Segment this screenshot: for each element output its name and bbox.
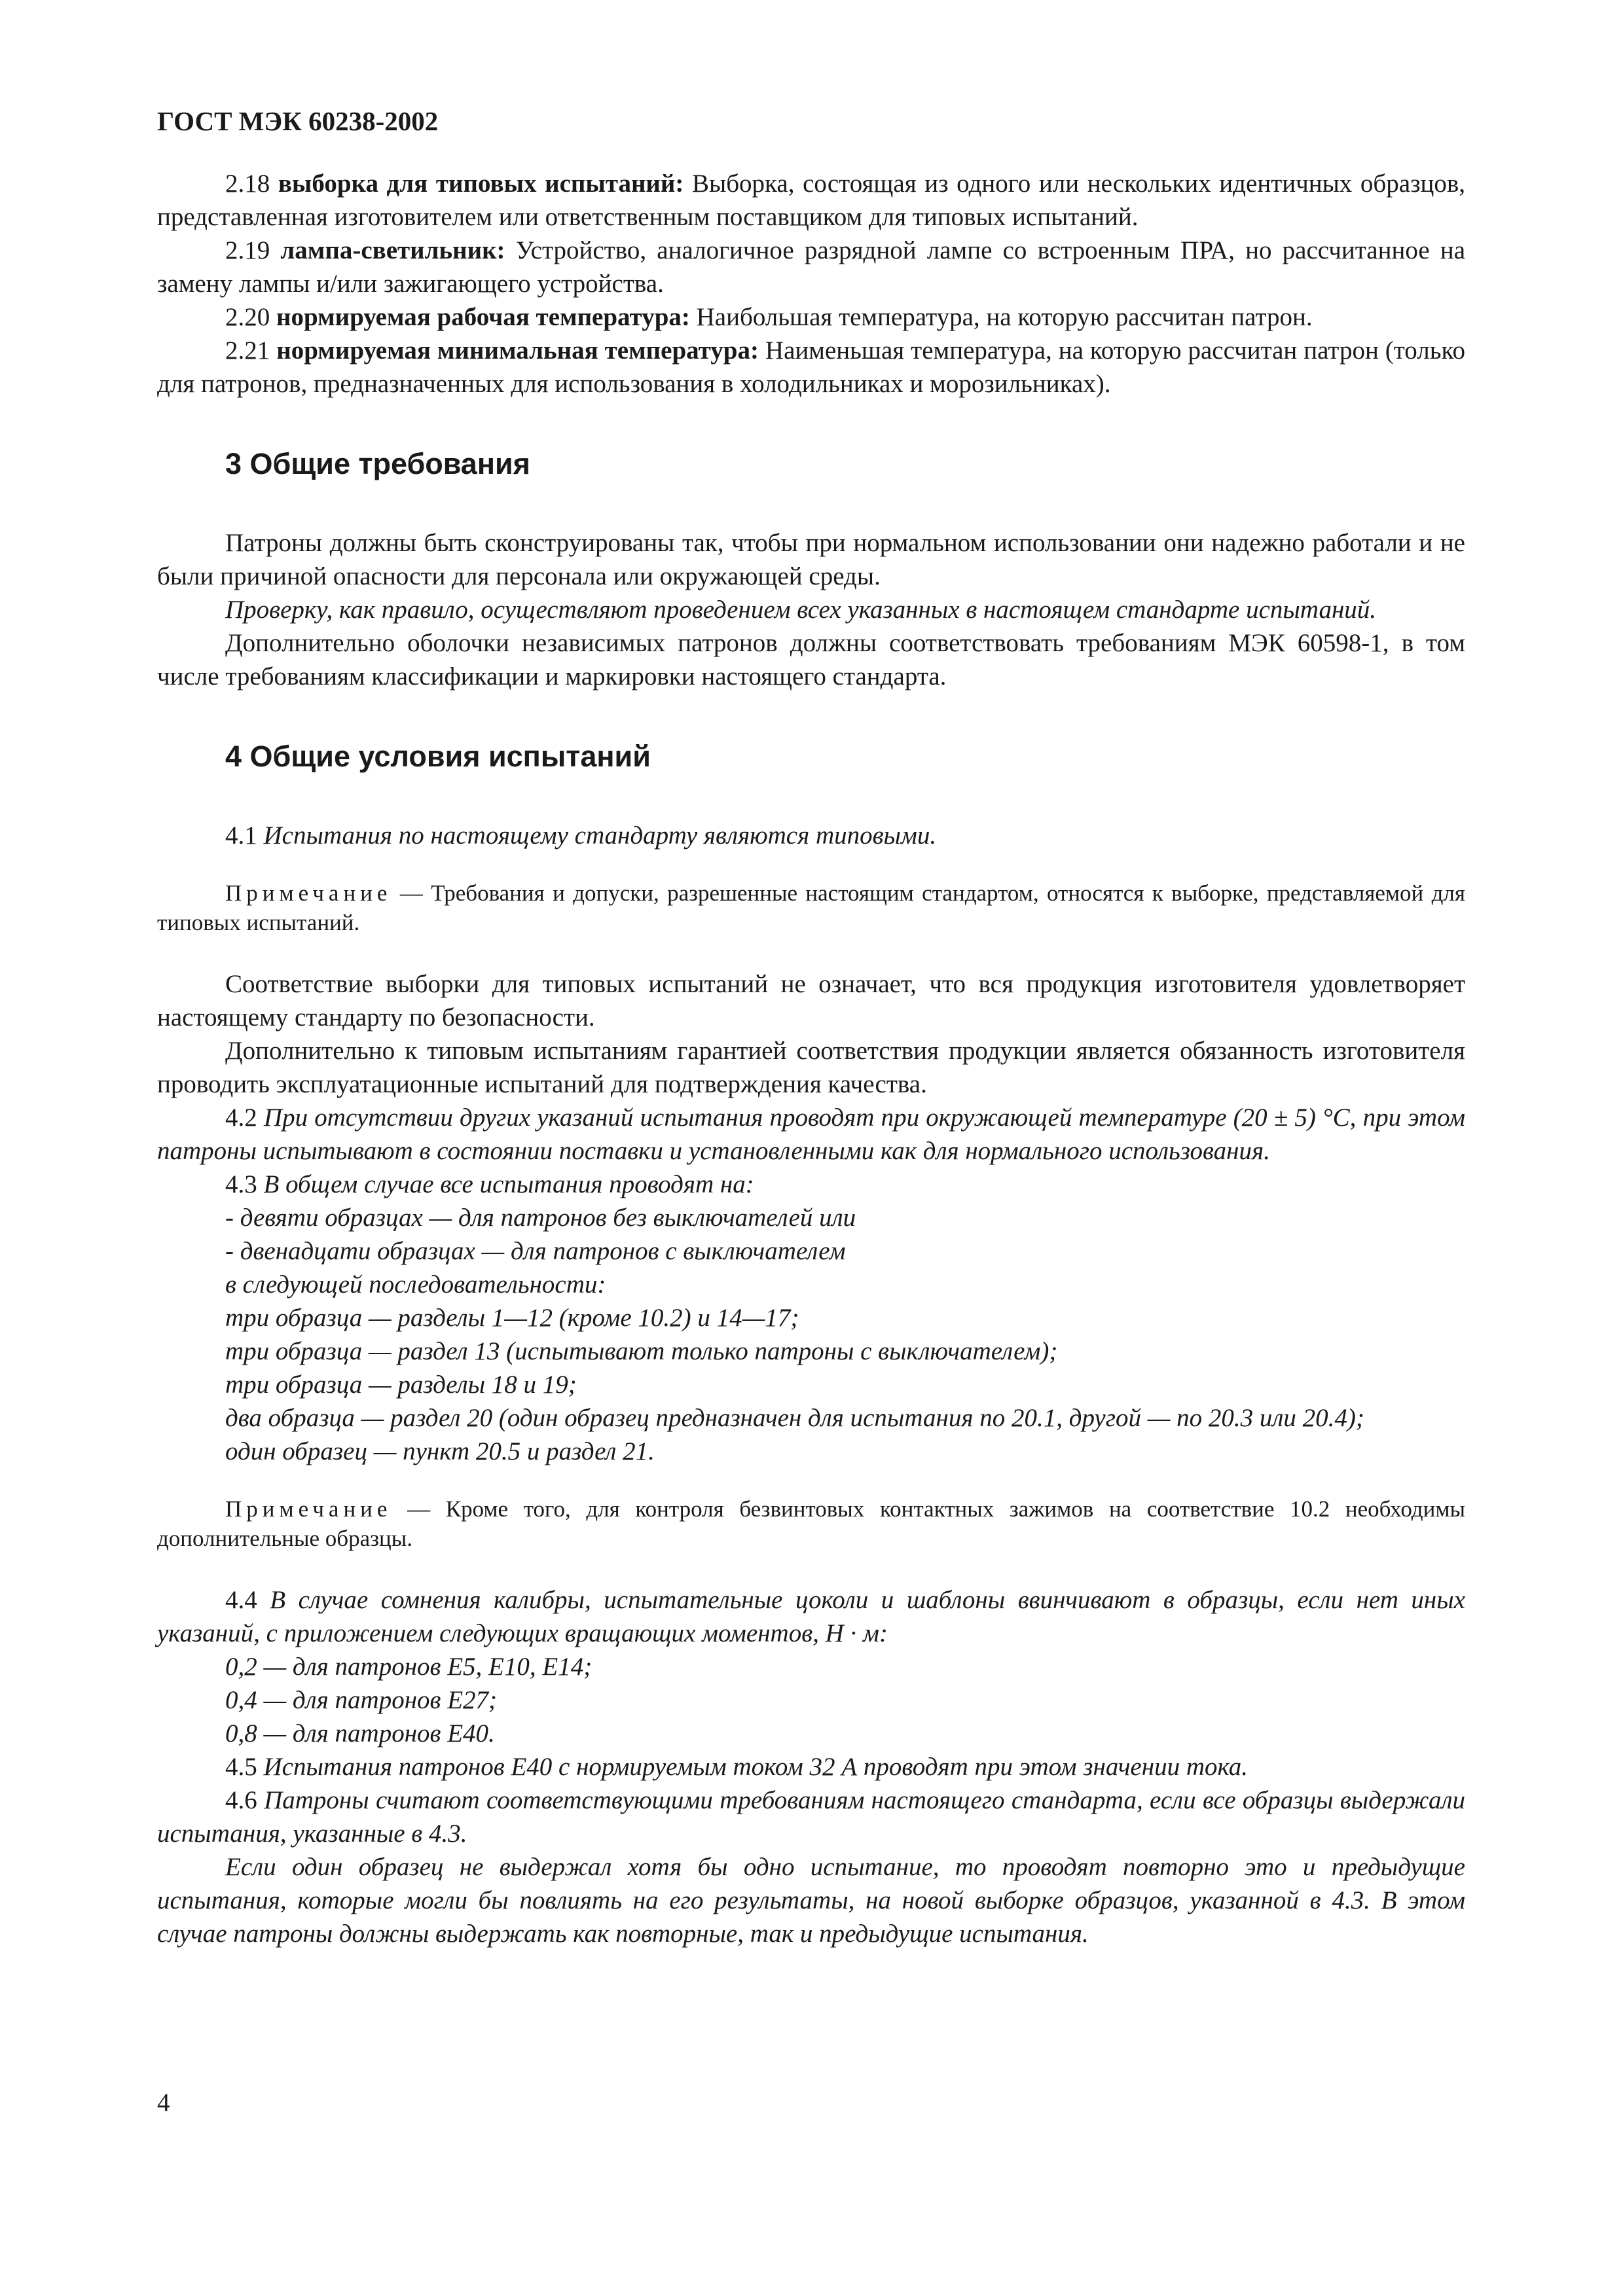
clause-4-1: 4.1 Испытания по настоящему стандарту являются типовыми. — [225, 821, 937, 850]
note-label: Примечание — [225, 1496, 392, 1522]
clause-4-2: 4.2 При отсутствии других указаний испытания проводят при окружающей температуре (20 ± 5) °С, при этом патроны испытывают в состоянии поставки и установленными как для нормального использования. — [157, 1103, 1466, 1165]
paragraph: Соответствие выборки для типовых испытаний не означает, что вся продукция изготовителя удовлетворяет настоящему стандарту по безопасности. — [157, 970, 1465, 1031]
note-label: Примечание — [225, 880, 392, 906]
torque-list — [157, 1650, 1465, 1750]
clause-4-3: 4.3 В общем случае все испытания проводят на: — [225, 1170, 754, 1198]
definition-2-20: 2.20 нормируемая рабочая температура: Наибольшая температура, на которую рассчитан патрон. — [225, 303, 1313, 331]
list-item: три образца — разделы 1—12 (кроме 10.2) и 14—17; — [225, 1304, 799, 1332]
list-item: три образца — разделы 18 и 19; — [225, 1371, 577, 1399]
section-3-check: Проверку, как правило, осуществляют проведением всех указанных в настоящем стандарте испытаний. — [225, 596, 1377, 624]
clause-4-6-continuation: Если один образец не выдержал хотя бы одно испытание, то проводят повторно это и предыдущие испытания, которые могли бы повлиять на его результаты, на новой выборке образцов, указанной в 4.3. В этом случае патроны должны выдержать как повторные, так и предыдущие испытания. — [157, 1853, 1465, 1948]
section-4-heading: 4 Общие условия испытаний — [225, 740, 651, 773]
page-number: 4 — [157, 2089, 170, 2117]
list-item: - двенадцати образцах — для патронов с выключателем — [225, 1237, 846, 1265]
list-item: 0,8 — для патронов Е40. — [225, 1719, 495, 1748]
definition-2-21: 2.21 нормируемая минимальная температура: Наименьшая температура, на которую рассчитан патрон (только для патронов, предназначенных для использования в холодильниках и морозильниках). — [157, 336, 1466, 398]
list-item: три образца — раздел 13 (испытывают только патроны с выключателем); — [225, 1337, 1058, 1365]
clause-4-5: 4.5 Испытания патронов Е40 с нормируемым током 32 А проводят при этом значении тока. — [225, 1753, 1249, 1781]
clause-4-4: 4.4 В случае сомнения калибры, испытательные цоколи и шаблоны ввинчивают в образцы, если нет иных указаний, с приложением следующих вращающих моментов, Н · м: — [157, 1586, 1465, 1647]
sample-list — [157, 1201, 1465, 1468]
paragraph: Дополнительно к типовым испытаниям гарантией соответствия продукции является обязанность изготовителя проводить эксплуатационные испытаний для подтверждения качества. — [157, 1037, 1465, 1098]
document-header: ГОСТ МЭК 60238-2002 — [157, 106, 439, 136]
note: Примечание — Кроме того, для контроля безвинтовых контактных зажимов на соответствие 10.2 необходимы дополнительные образцы. — [157, 1496, 1466, 1551]
list-item: 0,4 — для патронов Е27; — [225, 1686, 498, 1714]
list-item: - девяти образцах — для патронов без выключателей или — [225, 1204, 856, 1232]
note: Примечание — Требования и допуски, разрешенные настоящим стандартом, относятся к выборке, представляемой для типовых испытаний. — [157, 880, 1466, 935]
section-3-heading: 3 Общие требования — [225, 447, 530, 480]
list-item: два образца — раздел 20 (один образец предназначен для испытания по 20.1, другой — по 20.3 или 20.4); — [225, 1404, 1364, 1432]
list-item: в следующей последовательности: — [225, 1270, 606, 1299]
section-3-paragraph: Патроны должны быть сконструированы так, чтобы при нормальном использовании они надежно работали и не были причиной опасности для персонала или окружающей среды. — [157, 529, 1465, 590]
document-page — [157, 105, 1465, 1950]
definition-2-19: 2.19 лампа-светильник: Устройство, аналогичное разрядной лампе со встроенным ПРА, но рассчитанное на замену лампы и/или зажигающего устройства. — [157, 236, 1466, 298]
clause-4-6: 4.6 Патроны считают соответствующими требованиям настоящего стандарта, если все образцы выдержали испытания, указанные в 4.3. — [157, 1786, 1466, 1848]
list-item: 0,2 — для патронов Е5, Е10, Е14; — [225, 1653, 593, 1681]
definition-2-18: 2.18 выборка для типовых испытаний: Выборка, состоящая из одного или нескольких идентичных образцов, представленная изготовителем или ответственным поставщиком для типовых испытаний. — [157, 170, 1466, 231]
section-3-paragraph: Дополнительно оболочки независимых патронов должны соответствовать требованиям МЭК 60598-1, в том числе требованиям классификации и маркировки настоящего стандарта. — [157, 629, 1465, 691]
list-item: один образец — пункт 20.5 и раздел 21. — [225, 1437, 655, 1465]
